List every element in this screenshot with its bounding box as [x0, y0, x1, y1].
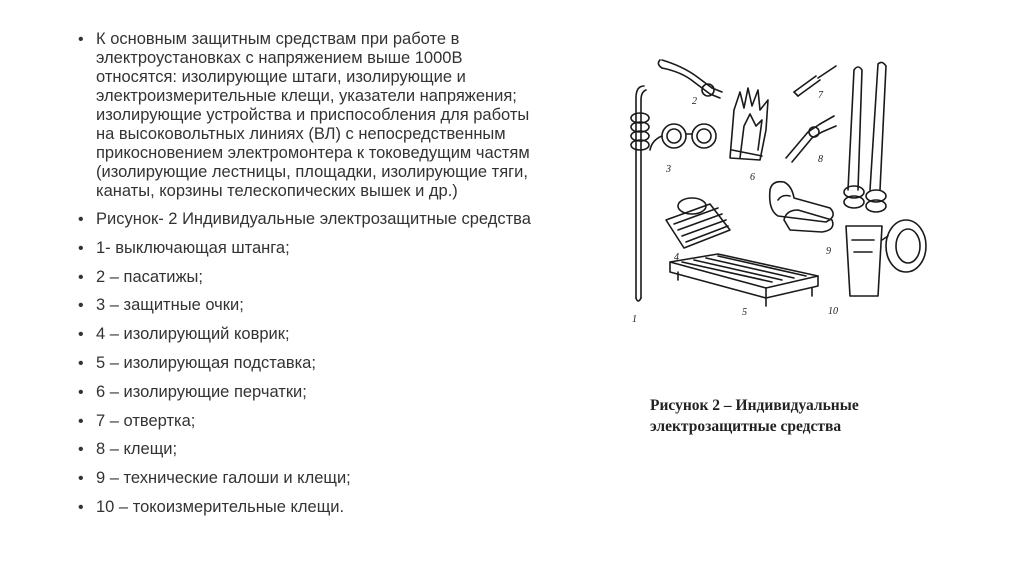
caption-line-1: Рисунок 2 – Индивидуальные — [650, 397, 859, 414]
gloves-drawing — [730, 88, 768, 160]
bullet-item-10: • 10 – токоизмерительные клещи. — [78, 498, 606, 517]
pliers-drawing — [658, 60, 722, 98]
figure-label-10: 10 — [828, 306, 838, 317]
figure-label-4: 4 — [674, 252, 679, 263]
bullet-text-column — [78, 30, 606, 550]
figure-label-6: 6 — [750, 172, 755, 183]
bullet-item-8: • 8 – клещи; — [78, 440, 606, 459]
intro-line: относятся: изолирующие штаги, изолирующие и — [96, 68, 466, 86]
intro-line: • К основным защитным средствам при работе в — [96, 30, 460, 48]
figure-label-1: 1 — [632, 314, 637, 325]
goggles-drawing — [650, 124, 716, 150]
figure-label-9: 9 — [826, 246, 831, 257]
figure-label-7: 7 — [818, 90, 823, 101]
intro-line: (изолирующие лестницы, площадки, изолирующие тяги, — [96, 163, 528, 181]
intro-line: электроизмерительные клещи, указатели напряжения; — [96, 87, 517, 105]
figure-label-8: 8 — [818, 154, 823, 165]
insulating-platform-drawing — [670, 254, 818, 306]
bullet-list — [78, 30, 606, 517]
figure-label-2: 2 — [692, 96, 697, 107]
bullet-item-4: • 4 – изолирующий коврик; — [78, 325, 606, 344]
bullet-figure-title: • Рисунок- 2 Индивидуальные электрозащитные средства — [78, 210, 606, 229]
protective-equipment-figure — [622, 40, 942, 340]
intro-line: канаты, корзины телескопических вышек и др.) — [96, 182, 458, 200]
caption-line-2: электрозащитные средства — [650, 418, 842, 435]
figure-label-3: 3 — [666, 164, 671, 175]
clamp-meter-drawing — [844, 62, 926, 296]
pincers-drawing — [786, 116, 836, 162]
insulating-mat-drawing — [666, 198, 730, 248]
bullet-item-5: • 5 – изолирующая подставка; — [78, 354, 606, 373]
intro-line: прикосновением электромонтера к токоведущим частям — [96, 144, 530, 162]
intro-line: на высоковольтных линиях (ВЛ) с непосредственным — [96, 125, 506, 143]
insulating-rod-drawing — [631, 86, 649, 301]
bullet-item-9: • 9 – технические галоши и клещи; — [78, 469, 606, 488]
figure-caption — [650, 395, 950, 437]
bullet-item-3: • 3 – защитные очки; — [78, 296, 606, 315]
intro-line: электроустановках с напряжением выше 1000В — [96, 49, 463, 67]
bullet-item-2: • 2 – пасатижы; — [78, 268, 606, 287]
figure-label-5: 5 — [742, 307, 747, 318]
galoshes-drawing — [770, 182, 834, 232]
screwdriver-drawing — [794, 66, 836, 96]
bullet-item-6: • 6 – изолирующие перчатки; — [78, 383, 606, 402]
bullet-intro — [78, 30, 606, 201]
intro-line: изолирующие устройства и приспособления для работы — [96, 106, 530, 124]
bullet-item-7: • 7 – отвертка; — [78, 412, 606, 431]
bullet-item-1: • 1- выключающая штанга; — [78, 239, 606, 258]
